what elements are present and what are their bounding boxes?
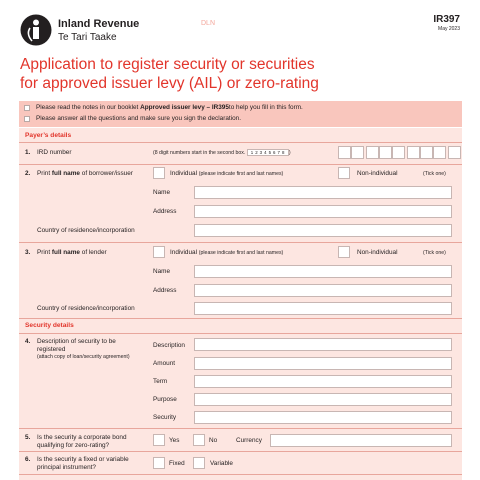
form-title-line2: for approved issuer levy (AIL) or zero-rating [20,75,319,92]
borrower-country-label: Country of residence/incorporation [37,227,135,234]
ird-digit-box[interactable] [338,146,351,159]
amount-label: Amount [153,360,176,367]
borrower-address-input[interactable] [194,205,452,218]
q5-label-line1: Is the security a corporate bond [37,434,127,441]
note-2-text: Please answer all the questions and make sure you sign the declaration. [36,115,241,122]
borrower-non-individual-checkbox[interactable] [338,167,350,179]
q2-label-prefix: Print [37,170,52,177]
q4-label [37,338,116,353]
borrower-individual-label [170,170,283,177]
individual-text: Individual [170,249,198,256]
q6-label-line1: Is the security a fixed or variable [37,456,129,463]
q2-label [37,170,133,177]
purpose-input[interactable] [194,393,452,406]
form-code: IR397 [433,14,460,25]
borrower-country-input[interactable] [194,224,452,237]
q1-example-digits: 1 2 3 4 5 6 7 8 [247,149,289,156]
q3-label [37,249,107,256]
q6-label [37,456,129,471]
note-2 [24,115,241,122]
borrower-address-label: Address [153,208,177,215]
tick-one-hint: (Tick one) [423,250,446,256]
form-date: May 2023 [438,26,460,32]
q3-label-bold: full name [51,249,80,256]
q2-label-bold: full name [51,170,80,177]
bullet-box-icon [24,105,30,111]
lender-address-input[interactable] [194,284,452,297]
security-input[interactable] [194,411,452,424]
q4-label-line2: registered [37,345,66,353]
q1-hint-end: ) [288,150,291,156]
q3-label-suffix: of lender [79,249,107,256]
note-1 [24,104,303,111]
ird-number-input[interactable] [338,146,461,159]
borrower-individual-checkbox[interactable] [153,167,165,179]
divider [19,333,462,334]
term-input[interactable] [194,375,452,388]
lender-name-label: Name [153,268,171,275]
q1-hint-text: (8 digit numbers start in the second box. [153,150,246,156]
org-name: Inland Revenue [58,18,140,30]
amount-input[interactable] [194,357,452,370]
q6-number: 6. [25,456,31,463]
ird-digit-box[interactable] [420,146,433,159]
individual-hint: (please indicate first and last names) [198,250,284,256]
q2-label-suffix: of borrower/issuer [79,170,133,177]
currency-input[interactable] [270,434,452,447]
q3-label-prefix: Print [37,249,52,256]
bullet-box-icon [24,116,30,122]
security-label: Security [153,414,177,421]
note-1-booklet: Approved issuer levy – IR395 [140,104,229,111]
yes-label: Yes [169,437,180,444]
ird-digit-box[interactable] [433,146,446,159]
q5-number: 5. [25,434,31,441]
form-title-line1: Application to register security or securities [20,56,315,73]
currency-label: Currency [236,437,262,444]
individual-hint: (please indicate first and last names) [198,171,284,177]
inland-revenue-logo [20,14,52,46]
divider [19,428,462,429]
corporate-bond-no-checkbox[interactable] [193,434,205,446]
lender-non-individual-label: Non-individual [357,249,398,256]
individual-text: Individual [170,170,198,177]
q5-label-line2: qualifying for zero-rating? [37,441,110,449]
ird-digit-box[interactable] [351,146,364,159]
lender-individual-checkbox[interactable] [153,246,165,258]
fixed-label: Fixed [169,460,185,467]
lender-name-input[interactable] [194,265,452,278]
q2-number: 2. [25,170,31,177]
description-input[interactable] [194,338,452,351]
divider [19,242,462,243]
payers-details-heading: Payer’s details [25,132,72,139]
divider [19,318,462,319]
dln-label: DLN [201,20,216,27]
q1-number: 1. [25,149,31,156]
q6-label-line2: principal instrument? [37,463,96,471]
note-1-prefix: Please read the notes in our booklet [36,104,139,111]
fixed-principal-checkbox[interactable] [153,457,165,469]
divider [19,142,462,143]
q4-number: 4. [25,338,31,345]
org-maori-name: Te Tari Taake [58,32,117,43]
lender-country-input[interactable] [194,302,452,315]
notes-panel [19,101,462,127]
q4-hint: (attach copy of loan/security agreement) [37,354,130,360]
variable-label: Variable [210,460,233,467]
ird-digit-box[interactable] [448,146,461,159]
ird-digit-box[interactable] [392,146,405,159]
ird-digit-box[interactable] [366,146,379,159]
borrower-non-individual-label: Non-individual [357,170,398,177]
tick-one-hint: (Tick one) [423,171,446,177]
divider [19,474,462,475]
ird-digit-box[interactable] [379,146,392,159]
lender-country-label: Country of residence/incorporation [37,305,135,312]
lender-non-individual-checkbox[interactable] [338,246,350,258]
borrower-name-input[interactable] [194,186,452,199]
q4-label-line1: Description of security to be [37,338,116,345]
lender-individual-label [170,249,283,256]
divider [19,164,462,165]
q5-label [37,434,127,449]
note-1-suffix: to help you fill in this form. [228,104,303,111]
security-details-heading: Security details [25,322,74,329]
borrower-name-label: Name [153,189,171,196]
ird-digit-box[interactable] [407,146,420,159]
form-title [20,55,460,93]
q1-label: IRD number [37,149,72,156]
purpose-label: Purpose [153,396,177,403]
variable-principal-checkbox[interactable] [193,457,205,469]
description-label: Description [153,342,185,349]
lender-address-label: Address [153,287,177,294]
term-label: Term [153,378,168,385]
divider [19,451,462,452]
corporate-bond-yes-checkbox[interactable] [153,434,165,446]
no-label: No [209,437,218,444]
q1-hint [153,150,291,156]
q3-number: 3. [25,249,31,256]
